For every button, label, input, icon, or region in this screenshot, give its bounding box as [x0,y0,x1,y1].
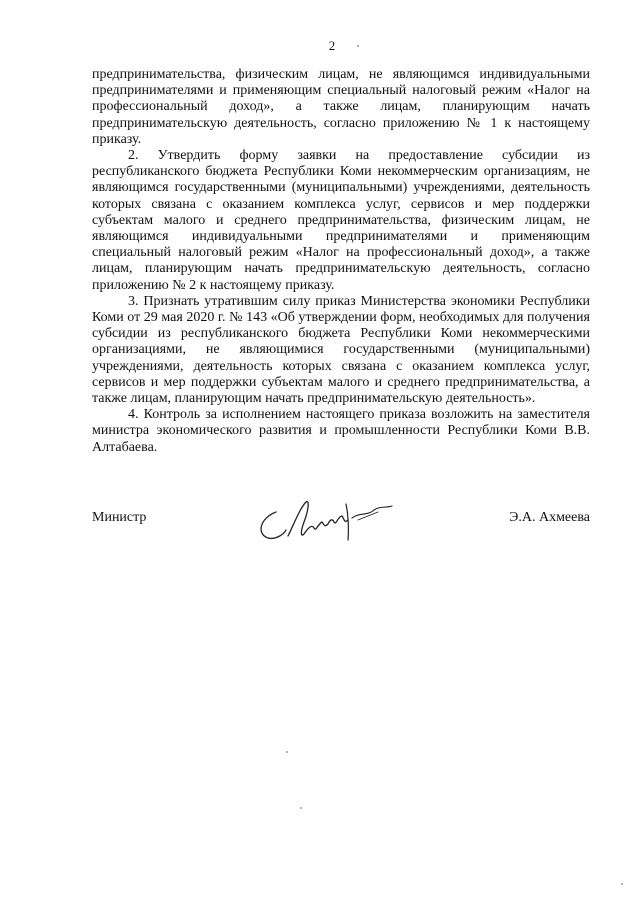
paragraph-item-4: 4. Контроль за исполнением настоящего приказа возложить на заместителя министра экономического развития и промышленности Республики Коми В.В. Алтабаева. [92,407,590,455]
paragraph-item-2: 2. Утвердить форму заявки на предоставление субсидии из республиканского бюджета Республики Коми некоммерческим организациям, не являющимся государственными (муниципальными) учреждениями, деятельность которых связана с оказанием комплекса услуг, сервисов и мер поддержки субъектам малого и среднего предпринимательства, физическим лицам, не являющимся индивидуальными предпринимателями и применяющим специальный налоговый режим «Налог на профессиональный доход», а также лицам, планирующим начать предпринимательскую деятельность, согласно приложению № 2 к настоящему приказу. [92,148,590,293]
signatory-name: Э.А. Ахмеева [509,510,590,525]
page-number: 2 [328,38,336,53]
scan-speck [286,751,288,753]
paragraph-continuation: предпринимательства, физическим лицам, не являющимся индивидуальными предпринимателями и применяющим специальный налоговый режим «Налог на профессиональный доход», а также лицам, планирующим начать предпринимательскую деятельность, согласно приложению № 1 к настоящему приказу. [92,67,590,147]
scan-speck [300,807,302,809]
signatory-title: Министр [92,510,147,525]
signature-block [92,494,590,554]
scan-speck [357,45,359,47]
scan-speck [621,883,623,885]
document-body [92,67,590,456]
handwritten-signature [254,494,394,546]
paragraph-item-3: 3. Признать утратившим силу приказ Министерства экономики Республики Коми от 29 мая 2020 г. № 143 «Об утверждении форм, необходимых для получения субсидии из республиканского бюджета Республики Коми некоммерческими организациями, не являющимися государственными (муниципальными) учреждениями, деятельность которых связана с оказанием комплекса услуг, сервисов и мер поддержки субъектам малого и среднего предпринимательства, а также лицам, планирующим начать предпринимательскую деятельность». [92,293,590,407]
